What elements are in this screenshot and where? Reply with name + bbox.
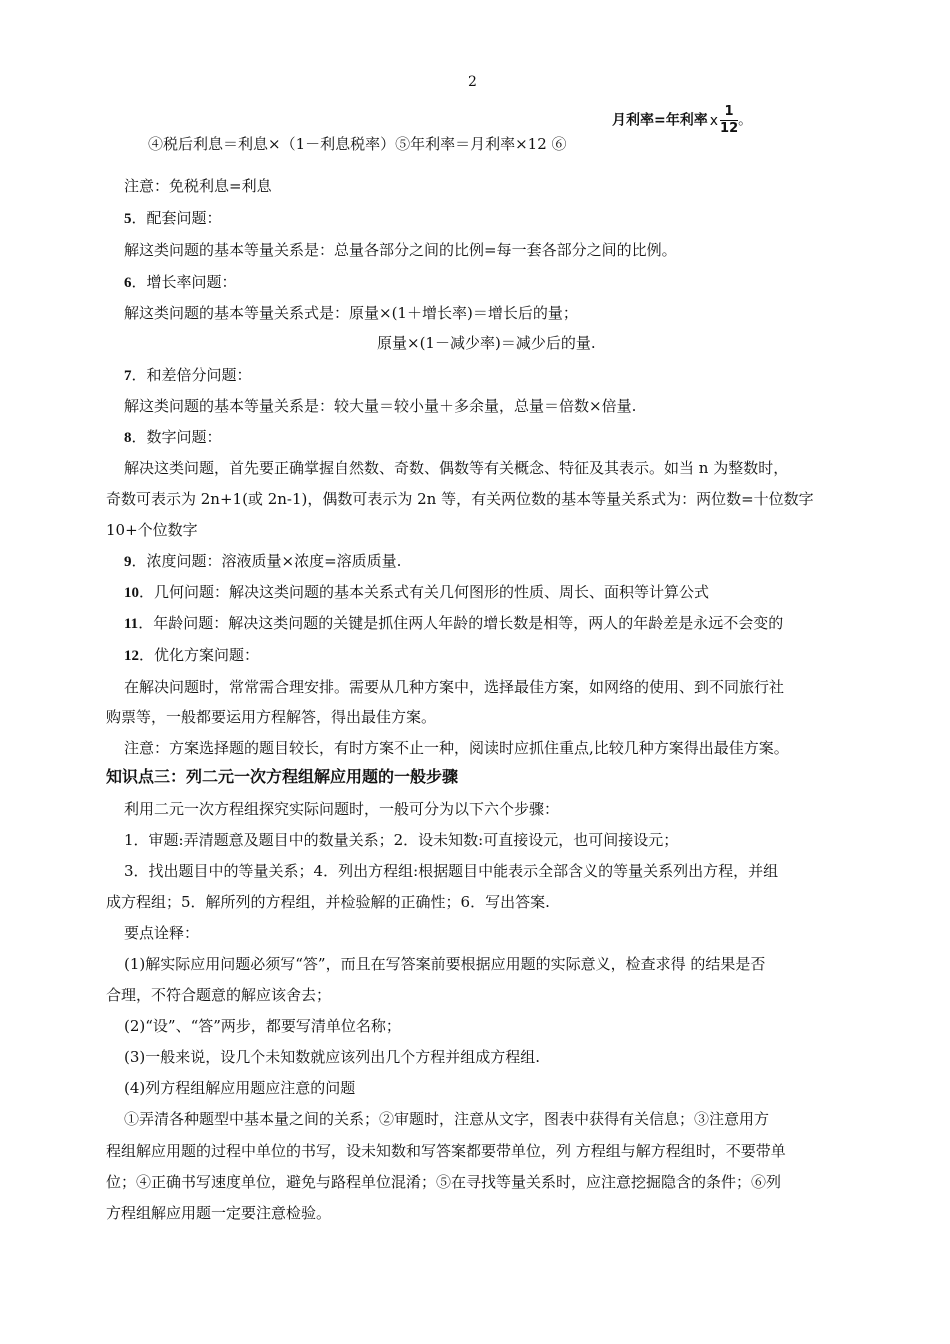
section-number: 5 <box>124 211 132 227</box>
paragraph-line: 位；④正确书写速度单位，避免与路程单位混淆；⑤在寻找等量关系时，应注意挖掘隐含的条件；⑥列 <box>106 1173 782 1191</box>
step-line: 3．找出题目中的等量关系；4．列出方程组:根据题目中能表示全部含义的等量关系列出方程，并组 <box>124 862 779 880</box>
paragraph-line: 原量×(1－减少率)＝减少后的量. <box>377 334 596 352</box>
tax-interest-line: ④税后利息＝利息×（1－利息税率）⑤年利率＝月利率×12 ⑥ <box>148 135 567 153</box>
section-title: ．年龄问题：解决这类问题的关键是抓住两人年龄的增长数是相等，两人的年龄差是永远不会变的 <box>138 614 784 632</box>
section-number: 8 <box>124 430 132 446</box>
paragraph-line: 10+个位数字 <box>106 521 198 539</box>
knowledge-point-3-heading: 知识点三：列二元一次方程组解应用题的一般步骤 <box>106 767 459 786</box>
key-points-label: 要点诠释： <box>124 924 200 942</box>
note-tax-free: 注意：免税利息=利息 <box>124 177 272 195</box>
paragraph-line: 注意：方案选择题的题目较长，有时方案不止一种，阅读时应抓住重点,比较几种方案得出最佳方案。 <box>124 739 789 757</box>
paragraph-line: 解这类问题的基本等量关系是：总量各部分之间的比例=每一套各部分之间的比例。 <box>124 241 677 259</box>
section-10-heading <box>124 582 709 603</box>
section-11-heading <box>124 613 783 634</box>
fraction-denominator: 12 <box>720 121 739 136</box>
paragraph-line: 解这类问题的基本等量关系是：较大量＝较小量＋多余量，总量＝倍数×倍量. <box>124 397 637 415</box>
formula-fraction <box>720 104 738 137</box>
paragraph-line: (2)“设”、“答”两步，都要写清单位名称； <box>124 1017 401 1035</box>
section-8-heading <box>124 427 222 448</box>
formula-text: 月利率=年利率 <box>612 112 708 129</box>
section-number: 10 <box>124 585 139 601</box>
section-6-heading <box>124 272 237 293</box>
page-number: 2 <box>468 74 477 90</box>
paragraph-line: 购票等，一般都要运用方程解答，得出最佳方案。 <box>106 708 437 726</box>
section-number: 11 <box>124 616 139 632</box>
paragraph-line: 程组解应用题的过程中单位的书写，设未知数和写答案都要带单位，列 方程组与解方程组时，不要带单 <box>106 1142 786 1160</box>
section-5-heading <box>124 208 222 229</box>
paragraph-line: 方程组解应用题一定要注意检验。 <box>106 1204 332 1222</box>
step-line: 1．审题:弄清题意及题目中的数量关系；2．设未知数:可直接设元，也可间接设元； <box>124 831 679 849</box>
section-title: ．增长率问题： <box>131 273 237 291</box>
step-line: 成方程组；5．解所列的方程组，并检验解的正确性；6．写出答案. <box>106 893 550 911</box>
section-title: ．配套问题： <box>131 209 222 227</box>
paragraph-line: 在解决问题时，常常需合理安排。需要从几种方案中，选择最佳方案，如网络的使用、到不同旅行社 <box>124 678 785 696</box>
fraction-numerator: 1 <box>724 104 734 119</box>
paragraph-line: 解这类问题的基本等量关系式是：原量×(1＋增长率)＝增长后的量； <box>124 304 578 322</box>
paragraph-line: (1)解实际应用问题必须写“答”，而且在写答案前要根据应用题的实际意义，检查求得 的结果是否 <box>124 955 766 973</box>
section-number: 7 <box>124 368 132 384</box>
section-title: ．优化方案问题： <box>139 646 260 664</box>
formula-times: x <box>709 112 719 129</box>
section-9-heading <box>124 551 401 572</box>
section-12-heading <box>124 645 259 666</box>
section-title: ．数字问题： <box>131 428 222 446</box>
section-number: 12 <box>124 648 139 664</box>
section-7-heading <box>124 365 252 386</box>
paragraph-line: 奇数可表示为 2n+1(或 2n-1)，偶数可表示为 2n 等，有关两位数的基本等量关系式为：两位数=十位数字 <box>106 490 814 508</box>
paragraph-line: 解决这类问题，首先要正确掌握自然数、奇数、偶数等有关概念、特征及其表示。如当 n 为整数时， <box>124 459 789 477</box>
paragraph-line: ①弄清各种题型中基本量之间的关系；②审题时，注意从文字，图表中获得有关信息；③注意用方 <box>124 1110 770 1128</box>
section-title: ．几何问题：解决这类问题的基本关系式有关几何图形的性质、周长、面积等计算公式 <box>139 583 710 601</box>
paragraph-line: (4)列方程组解应用题应注意的问题 <box>124 1079 356 1097</box>
paragraph-line: 利用二元一次方程组探究实际问题时，一般可分为以下六个步骤： <box>124 800 560 818</box>
section-title: ．浓度问题：溶液质量×浓度=溶质质量. <box>131 552 402 570</box>
section-title: ．和差倍分问题： <box>131 366 252 384</box>
section-number: 9 <box>124 554 132 570</box>
formula-end: 。 <box>738 112 753 129</box>
paragraph-line: (3)一般来说，设几个未知数就应该列出几个方程并组成方程组. <box>124 1048 541 1066</box>
section-number: 6 <box>124 275 132 291</box>
paragraph-line: 合理，不符合题意的解应该舍去； <box>106 986 332 1004</box>
monthly-rate-formula <box>612 104 752 137</box>
